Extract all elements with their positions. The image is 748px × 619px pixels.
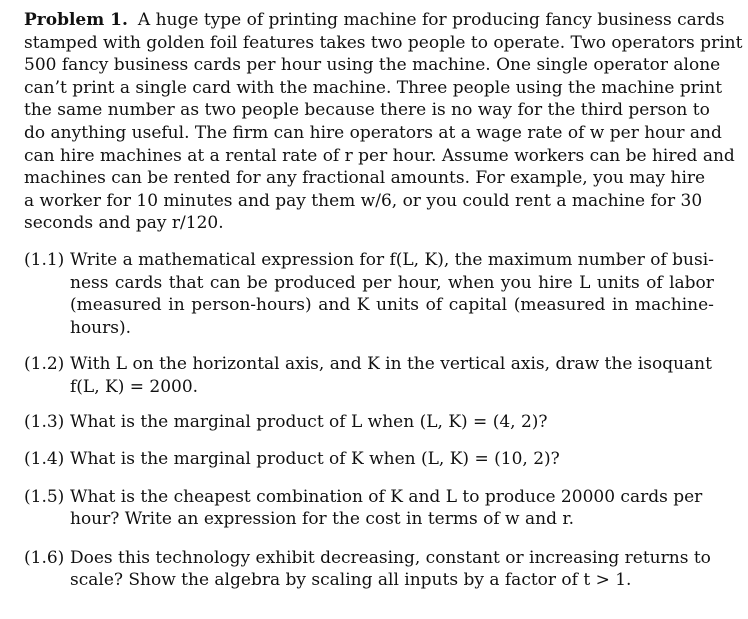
question-number: (1.4) <box>24 449 65 470</box>
question-number: (1.3) <box>24 411 65 432</box>
question-item-1-6 <box>24 547 711 592</box>
question-list <box>24 249 714 592</box>
intro-line-2: stamped with golden foil features takes two people to operate. Two operators print <box>24 32 743 53</box>
question-text <box>70 547 711 592</box>
problem-heading: Problem 1. <box>24 10 128 30</box>
intro-line-9: a worker for 10 minutes and pay them w/6, or you could rent a machine for 30 <box>24 190 703 211</box>
question-line: What is the cheapest combination of K and L to produce 20000 cards per <box>70 486 703 507</box>
question-item-1-1 <box>24 249 714 339</box>
question-item-1-3 <box>24 411 680 434</box>
question-text <box>70 411 680 434</box>
question-number: (1.1) <box>24 249 65 270</box>
question-text <box>70 249 714 339</box>
intro-line-1: Problem 1. A huge type of printing machine for producing fancy business cards <box>24 10 725 30</box>
intro-line-6: do anything useful. The firm can hire operators at a wage rate of w per hour and <box>24 122 722 143</box>
question-item-1-5 <box>24 486 703 531</box>
intro-line-10: seconds and pay r/120. <box>24 213 224 234</box>
question-line: With L on the horizontal axis, and K in the vertical axis, draw the isoquant <box>70 354 712 375</box>
question-text <box>70 353 712 398</box>
question-line: What is the marginal product of L when (L, K) = (4, 2)? <box>70 411 548 432</box>
question-line: (measured in person-hours) and K units of capital (measured in machine- <box>70 295 714 316</box>
question-line: Does this technology exhibit decreasing, constant or increasing returns to <box>70 547 711 568</box>
question-text <box>70 448 680 471</box>
question-line: hour? Write an expression for the cost in terms of w and r. <box>70 509 575 530</box>
question-line: f(L, K) = 2000. <box>70 376 199 397</box>
question-text <box>70 486 702 531</box>
question-number: (1.2) <box>24 354 65 375</box>
question-number: (1.6) <box>24 547 65 568</box>
problem-intro <box>24 9 743 235</box>
question-line: hours). <box>70 317 132 338</box>
question-line: ness cards that can be produced per hour, when you hire L units of labor <box>70 272 714 293</box>
question-number: (1.5) <box>24 486 65 507</box>
question-line: What is the marginal product of K when (L, K) = (10, 2)? <box>70 449 560 470</box>
intro-line-8: machines can be rented for any fractional amounts. For example, you may hire <box>24 168 706 189</box>
intro-line-5: the same number as two people because there is no way for the third person to <box>24 100 710 121</box>
question-item-1-4 <box>24 448 680 471</box>
intro-line-4: can’t print a single card with the machine. Three people using the machine print <box>24 77 723 98</box>
question-line: scale? Show the algebra by scaling all inputs by a factor of t > 1. <box>70 570 632 591</box>
question-line: Write a mathematical expression for f(L, K), the maximum number of busi- <box>70 249 714 270</box>
intro-line-3: 500 fancy business cards per hour using the machine. One single operator alone <box>24 55 721 76</box>
intro-line-7: can hire machines at a rental rate of r per hour. Assume workers can be hired and <box>24 145 735 166</box>
question-item-1-2 <box>24 353 712 398</box>
